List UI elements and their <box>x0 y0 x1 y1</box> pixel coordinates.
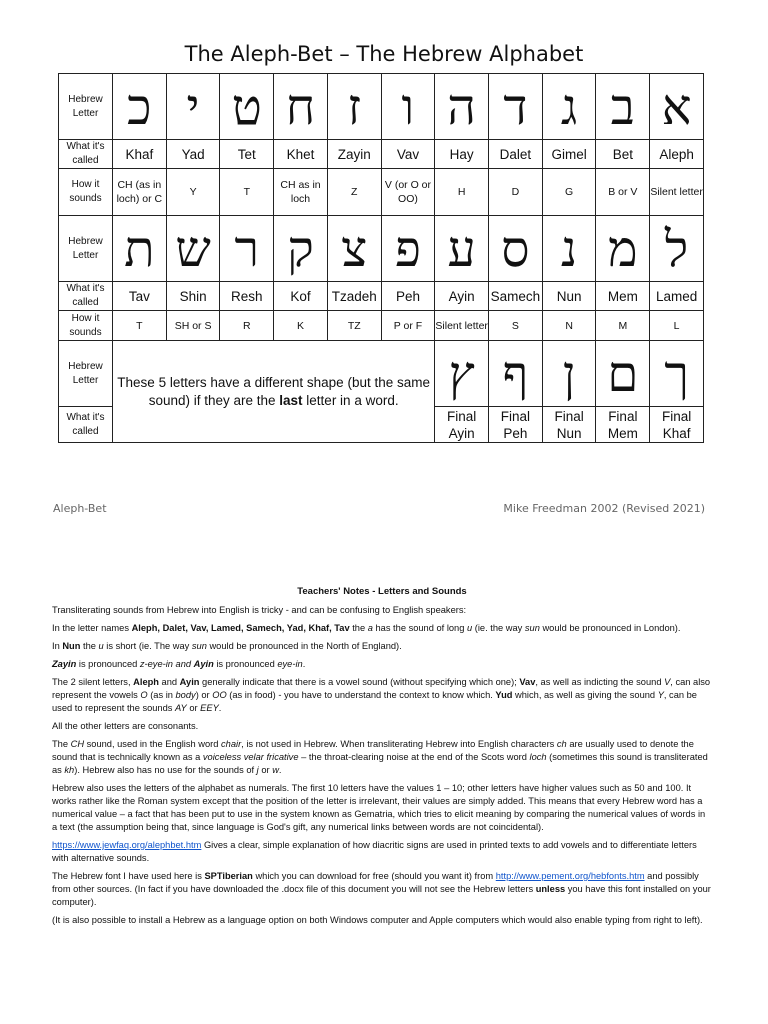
letter-aleph: א <box>650 74 704 140</box>
name-cell: Samech <box>489 282 543 311</box>
letter-zayin: ז <box>327 74 381 140</box>
notes-paragraph: In the letter names Aleph, Dalet, Vav, Lamed, Samech, Yad, Khaf, Tav the a has the sound of long u (ie. the way sun would be pronounced in London). <box>52 623 681 633</box>
sound-cell: S <box>489 311 543 341</box>
sound-cell: Silent letter <box>650 169 704 216</box>
name-cell: Yad <box>166 140 220 169</box>
name-cell: Peh <box>381 282 435 311</box>
name-cell: Aleph <box>650 140 704 169</box>
name-cell: Shin <box>166 282 220 311</box>
name-cell: Bet <box>596 140 650 169</box>
jewfaq-link[interactable]: https://www.jewfaq.org/alephbet.htm <box>52 840 202 850</box>
sound-cell: Y <box>166 169 220 216</box>
name-cell: Kof <box>274 282 328 311</box>
name-cell: Gimel <box>542 140 596 169</box>
sound-cell: CH as in loch <box>274 169 328 216</box>
letter-khet: ח <box>274 74 328 140</box>
row2-letters <box>59 216 704 282</box>
name-cell: Final Peh <box>489 407 543 443</box>
sound-cell: P or F <box>381 311 435 341</box>
label-hebrew-letter: Hebrew Letter <box>59 74 113 140</box>
name-cell: Final Khaf <box>650 407 704 443</box>
notes-paragraph: In Nun the u is short (ie. The way sun would be pronounced in the North of England). <box>52 641 402 651</box>
sound-cell: SH or S <box>166 311 220 341</box>
sound-cell: B or V <box>596 169 650 216</box>
name-cell: Vav <box>381 140 435 169</box>
letter-samech: ס <box>489 216 543 282</box>
row1-letters <box>59 74 704 140</box>
letter-kof: ק <box>274 216 328 282</box>
row1-sounds <box>59 169 704 216</box>
notes-paragraph: Hebrew also uses the letters of the alphabet as numerals. The first 10 letters have the values 1 – 10; other letters have higher values such as 50 and 100. It works rather like the Roman system except that the position of the letter is irrelevant, their values are simply added. This means that every Hebrew word has a numerical value – a fact that has been put to use in the system known as Gematria, which tries to elicit meaning by comparing the numerical values of words in a text (the assumption being that, since language is God's gift, any numerical links between words are not coincidental). <box>52 783 706 832</box>
name-cell: Final Mem <box>596 407 650 443</box>
letter-tav: ת <box>113 216 167 282</box>
name-cell: Mem <box>596 282 650 311</box>
name-cell: Hay <box>435 140 489 169</box>
name-cell: Nun <box>542 282 596 311</box>
alphabet-table <box>58 73 704 443</box>
sound-cell: V (or O or OO) <box>381 169 435 216</box>
notes-paragraph: Transliterating sounds from Hebrew into English is tricky - and can be confusing to English speakers: <box>52 605 467 615</box>
finals-note: These 5 letters have a different shape (but the same sound) if they are the last letter in a word. <box>113 341 435 443</box>
sound-cell: G <box>542 169 596 216</box>
letter-final-khaf: ך <box>650 341 704 407</box>
letter-bet: ב <box>596 74 650 140</box>
name-cell: Tav <box>113 282 167 311</box>
name-cell: Khet <box>274 140 328 169</box>
notes-paragraph: The 2 silent letters, Aleph and Ayin generally indicate that there is a vowel sound (without specifying which one); Vav, as well as indicting the sound V, can also represent the vowels O (as in body) or OO (as in food) - you have to understand the context to know which. Yud which, as well as giving the sound Y, can be used to represent the sounds AY or EEY. <box>52 677 711 713</box>
name-cell: Final Ayin <box>435 407 489 443</box>
sound-cell: CH (as in loch) or C <box>113 169 167 216</box>
row2-names <box>59 282 704 311</box>
letter-mem: מ <box>596 216 650 282</box>
letter-shin: ש <box>166 216 220 282</box>
letter-tzadeh: צ <box>327 216 381 282</box>
notes-heading: Teachers' Notes - Letters and Sounds <box>297 586 467 597</box>
sound-cell: Z <box>327 169 381 216</box>
label-sounds: How it sounds <box>59 311 113 341</box>
notes-paragraph: The CH sound, used in the English word chair, is not used in Hebrew. When transliterating Hebrew into English characters ch are usually used to denote the sound that is technically known as a voiceless velar fricative – the throat-clearing noise at the end of the Scots word loch (sometimes this sound is transliterated as kh). Hebrew also has no use for the sounds of j or w. <box>52 739 708 775</box>
sound-cell: TZ <box>327 311 381 341</box>
sound-cell: L <box>650 311 704 341</box>
name-cell: Tzadeh <box>327 282 381 311</box>
teachers-notes <box>52 585 712 932</box>
name-cell: Dalet <box>489 140 543 169</box>
pement-link[interactable]: http://www.pement.org/hebfonts.htm <box>495 871 645 881</box>
sound-cell: Silent letter <box>435 311 489 341</box>
letter-khaf: כ <box>113 74 167 140</box>
label-called: What it's called <box>59 282 113 311</box>
letter-vav: ו <box>381 74 435 140</box>
finals-letters <box>59 341 704 407</box>
name-cell: Tet <box>220 140 274 169</box>
letter-final-nun: ן <box>542 341 596 407</box>
letter-final-mem: ם <box>596 341 650 407</box>
sound-cell: D <box>489 169 543 216</box>
row1-names <box>59 140 704 169</box>
letter-final-peh: ף <box>489 341 543 407</box>
sound-cell: K <box>274 311 328 341</box>
label-hebrew-letter: Hebrew Letter <box>59 216 113 282</box>
row2-sounds <box>59 311 704 341</box>
footer-left: Aleph-Bet <box>53 502 107 515</box>
notes-paragraph: Zayin is pronounced z-eye-in and Ayin is pronounced eye-in. <box>52 659 306 669</box>
name-cell: Khaf <box>113 140 167 169</box>
notes-paragraph: https://www.jewfaq.org/alephbet.htm Gives a clear, simple explanation of how diacritic signs are used in printed texts to add vowels and to differentiate letters with alternative sounds. <box>52 840 697 863</box>
letter-gimel: ג <box>542 74 596 140</box>
notes-paragraph: The Hebrew font I have used here is SPTiberian which you can download for free (should you want it) from http://www.pement.org/hebfonts.htm and possibly from other sources. (In fact if you have downloaded the .docx file of this document you will not see the Hebrew letters unless you have this font installed on your computer). <box>52 871 711 907</box>
letter-lamed: ל <box>650 216 704 282</box>
label-sounds: How it sounds <box>59 169 113 216</box>
name-cell: Zayin <box>327 140 381 169</box>
letter-yad: י <box>166 74 220 140</box>
page-title: The Aleph-Bet – The Hebrew Alphabet <box>184 42 584 66</box>
letter-dalet: ד <box>489 74 543 140</box>
letter-ayin: ע <box>435 216 489 282</box>
sound-cell: R <box>220 311 274 341</box>
letter-tet: ט <box>220 74 274 140</box>
sound-cell: T <box>220 169 274 216</box>
label-hebrew-letter: Hebrew Letter <box>59 341 113 407</box>
name-cell: Final Nun <box>542 407 596 443</box>
letter-nun: נ <box>542 216 596 282</box>
letter-peh: פ <box>381 216 435 282</box>
label-called: What it's called <box>59 140 113 169</box>
sound-cell: M <box>596 311 650 341</box>
notes-paragraph: All the other letters are consonants. <box>52 721 199 731</box>
sound-cell: T <box>113 311 167 341</box>
sound-cell: H <box>435 169 489 216</box>
name-cell: Lamed <box>650 282 704 311</box>
footer-right: Mike Freedman 2002 (Revised 2021) <box>503 502 705 515</box>
name-cell: Ayin <box>435 282 489 311</box>
sound-cell: N <box>542 311 596 341</box>
name-cell: Resh <box>220 282 274 311</box>
letter-final-ayin: ץ <box>435 341 489 407</box>
letter-resh: ר <box>220 216 274 282</box>
letter-hay: ה <box>435 74 489 140</box>
label-called: What it's called <box>59 407 113 443</box>
notes-paragraph: (It is also possible to install a Hebrew as a language option on both Windows computer and Apple computers which would also enable typing from right to left). <box>52 915 703 925</box>
